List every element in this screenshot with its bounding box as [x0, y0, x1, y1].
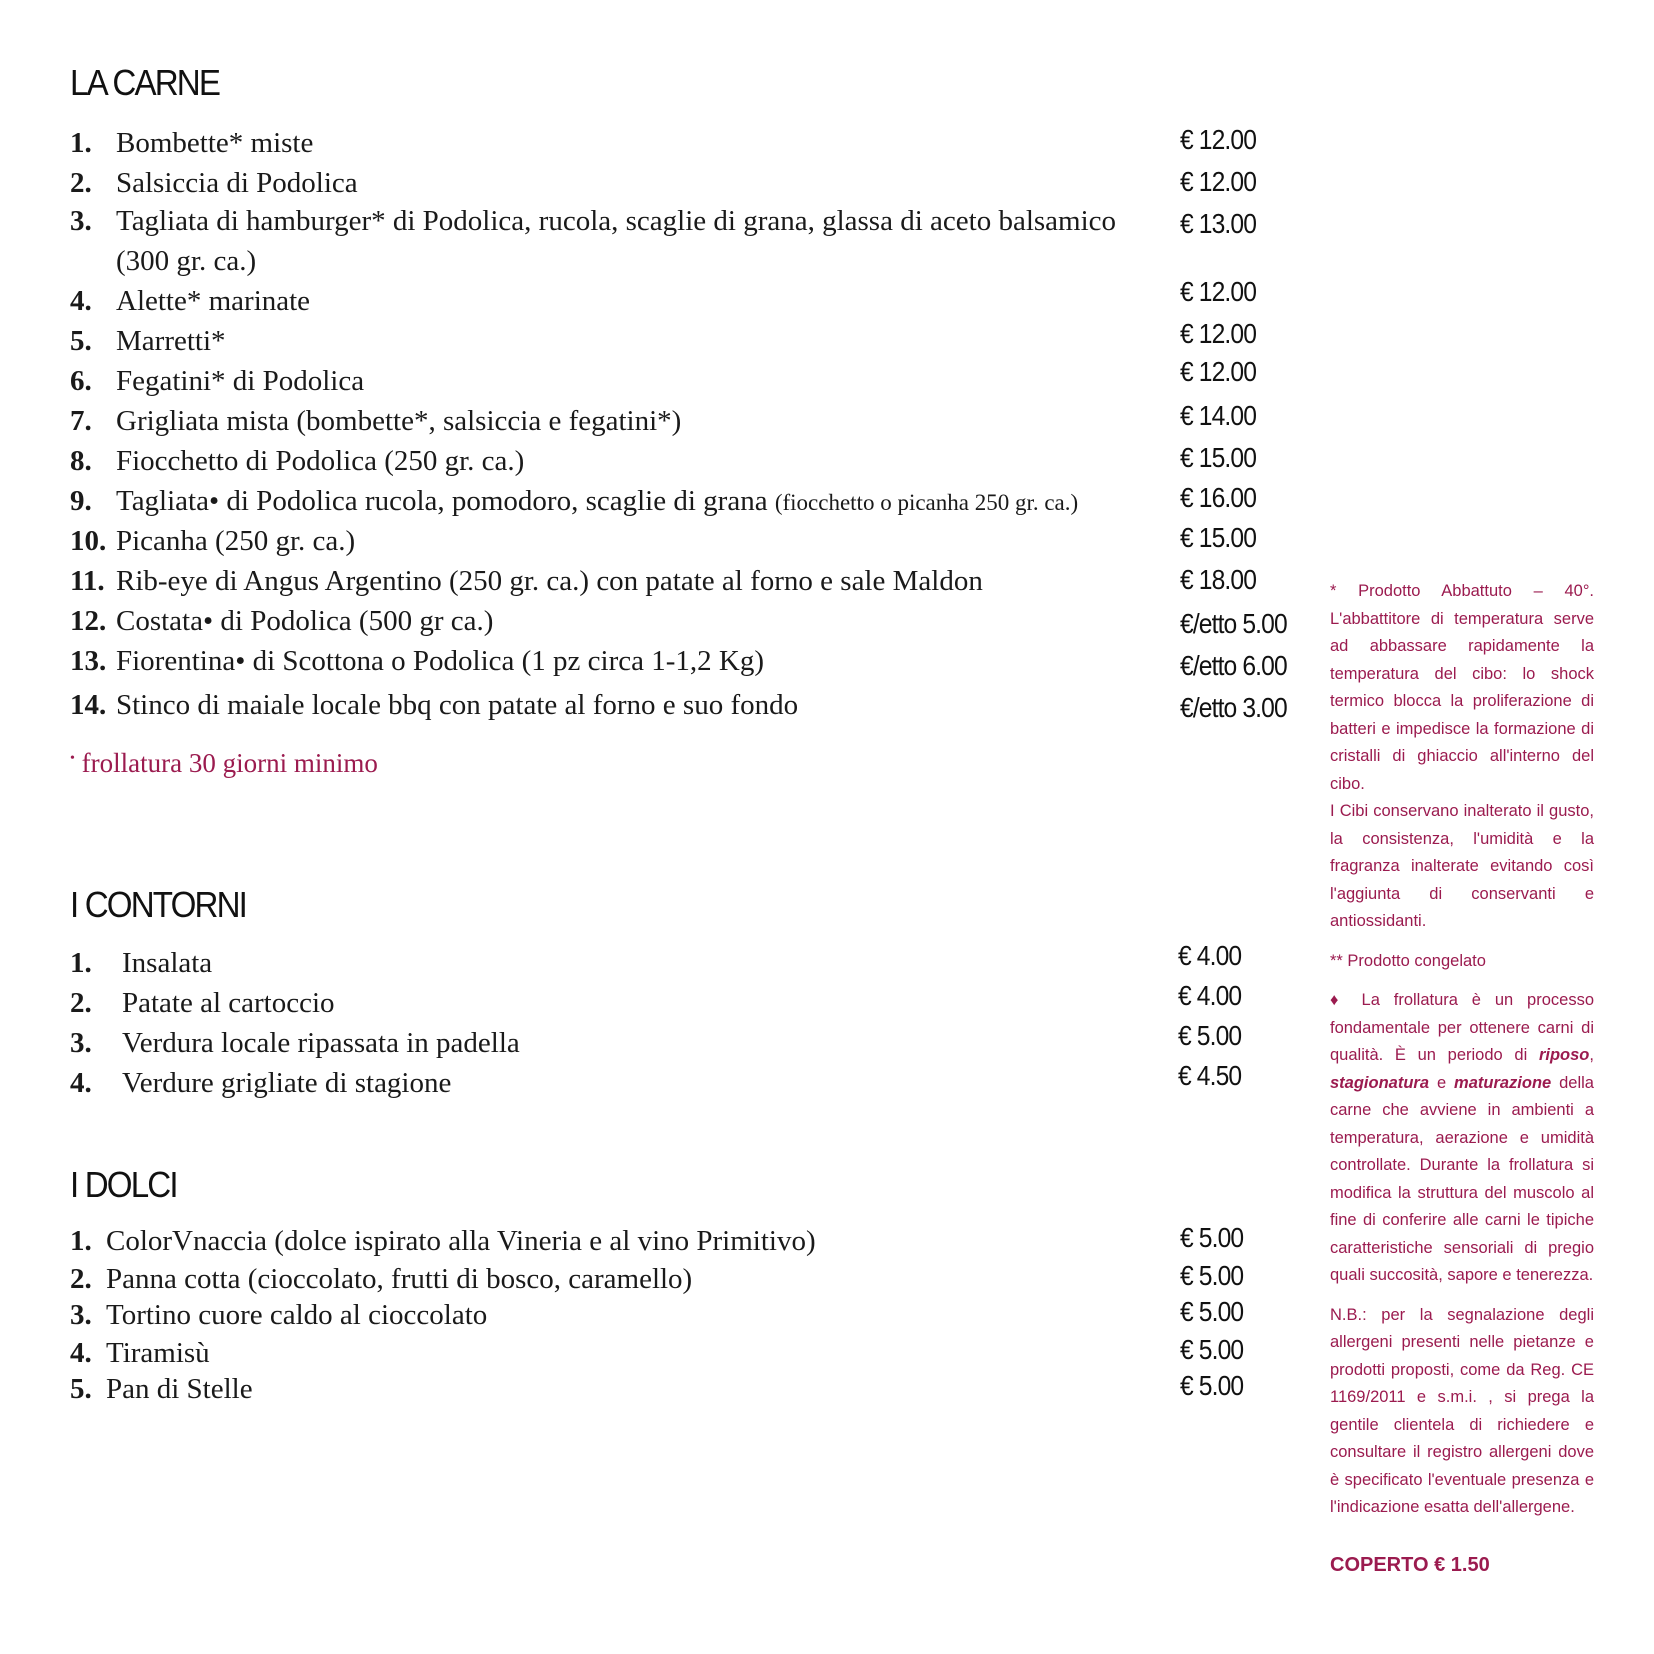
- item-number: 4.: [70, 1337, 92, 1369]
- item-name: Verdura locale ripassata in padella: [122, 1027, 520, 1059]
- item-name: Grigliata mista (bombette*, salsiccia e fegatini*): [116, 405, 682, 437]
- item-name: Patate al cartoccio: [122, 987, 335, 1019]
- item-name: Fegatini* di Podolica: [116, 365, 365, 397]
- item-price: € 5.00: [1180, 1334, 1244, 1365]
- item-number: 9.: [70, 485, 92, 517]
- item-name: Panna cotta (cioccolato, frutti di bosco, caramello): [106, 1263, 693, 1295]
- carne-item: [70, 322, 226, 360]
- item-price: € 4.00: [1178, 940, 1242, 971]
- item-price: € 14.00: [1180, 400, 1257, 431]
- item-name: Costata• di Podolica (500 gr ca.): [116, 605, 494, 637]
- item-price: €/etto 5.00: [1180, 608, 1287, 639]
- carne-item: [70, 562, 983, 600]
- section-title-dolci: I DOLCI: [70, 1164, 177, 1205]
- carne-item: [70, 124, 313, 162]
- congelato-note: ** Prodotto congelato: [1330, 951, 1486, 970]
- item-price: € 5.00: [1180, 1296, 1244, 1327]
- carne-item: [70, 482, 1078, 522]
- item-number: 4.: [70, 1067, 92, 1099]
- item-price: € 5.00: [1180, 1370, 1244, 1401]
- contorni-item: [70, 1064, 451, 1102]
- dolci-item: [70, 1370, 253, 1408]
- carne-item: [70, 202, 1116, 240]
- note-marker: •: [70, 751, 75, 766]
- item-name: Tortino cuore caldo al cioccolato: [106, 1299, 488, 1331]
- item-name: Tagliata• di Podolica rucola, pomodoro, scaglie di grana: [116, 485, 768, 517]
- item-name: Tiramisù: [106, 1337, 210, 1369]
- item-number: 1.: [70, 1225, 92, 1257]
- carne-item: [70, 522, 355, 560]
- item-price: € 16.00: [1180, 482, 1257, 513]
- item-number: 12.: [70, 605, 107, 637]
- item-number: 2.: [70, 987, 92, 1019]
- item-price: € 5.00: [1180, 1260, 1244, 1291]
- carne-item: [70, 402, 681, 440]
- item-price: € 12.00: [1180, 356, 1257, 387]
- abbattuto-note: * Prodotto Abbattuto – 40°. L'abbattitore di temperatura serve ad abbassare rapidamente la temperatura del cibo: lo shock termico blocca la proliferazione di batteri e impedisce la formazione di cristalli di ghiaccio all'interno del cibo.: [1330, 582, 1594, 793]
- item-price: € 12.00: [1180, 124, 1257, 155]
- item-name: Tagliata di hamburger* di Podolica, rucola, scaglie di grana, glassa di aceto balsamico: [116, 205, 1117, 237]
- item-number: 2.: [70, 1263, 92, 1295]
- item-name: Picanha (250 gr. ca.): [116, 525, 356, 557]
- item-name: Bombette* miste: [116, 127, 314, 159]
- item-price: € 5.00: [1178, 1020, 1242, 1051]
- carne-item: [70, 642, 764, 680]
- item-number: 5.: [70, 325, 92, 357]
- item-number: 1.: [70, 127, 92, 159]
- item-price: € 5.00: [1180, 1222, 1244, 1253]
- emphasis-riposo: riposo: [1538, 1046, 1590, 1064]
- section-title-contorni: I CONTORNI: [70, 884, 247, 925]
- frollatura-text-b: della carne che avviene in ambienti a temperatura, aerazione e umidità controllate. Durante la frollatura si modifica la struttura del muscolo al fine di conferire alle carni le tipiche caratteristiche sensoriali di pregio quali succosità, sapore e tenerezza.: [1330, 1073, 1594, 1284]
- item-price: € 13.00: [1180, 208, 1257, 239]
- item-number: 3.: [70, 1299, 92, 1331]
- section-title-carne: LA CARNE: [70, 62, 220, 103]
- frollatura-text-a: ♦ La frollatura è un processo fondamentale per ottenere carni di qualità. È un periodo di: [1330, 991, 1594, 1064]
- item-number: 3.: [70, 1027, 92, 1059]
- item-number: 11.: [70, 565, 105, 597]
- item-price: € 12.00: [1180, 318, 1257, 349]
- item-name: Rib-eye di Angus Argentino (250 gr. ca.) con patate al forno e sale Maldon: [116, 565, 983, 597]
- item-name: Fiorentina• di Scottona o Podolica (1 pz circa 1-1,2 Kg): [116, 645, 764, 677]
- dolci-item: [70, 1296, 487, 1334]
- carne-item: [70, 442, 524, 480]
- frollatura-explanation: [1330, 987, 1594, 1290]
- dolci-item: [70, 1334, 210, 1372]
- item-number: 3.: [70, 205, 92, 237]
- item-name: Fiocchetto di Podolica (250 gr. ca.): [116, 445, 525, 477]
- item-price: € 12.00: [1180, 166, 1257, 197]
- item-name: Verdure grigliate di stagione: [122, 1067, 452, 1099]
- contorni-item: [70, 1024, 520, 1062]
- coperto-price: COPERTO € 1.50: [1330, 1554, 1490, 1576]
- carne-item-continuation: (300 gr. ca.): [116, 245, 257, 277]
- carne-item: [70, 602, 493, 640]
- punctuation: ,: [1589, 1046, 1594, 1064]
- item-number: 1.: [70, 947, 92, 979]
- item-price: €/etto 3.00: [1180, 692, 1287, 723]
- conservano-note: I Cibi conservano inalterato il gusto, la consistenza, l'umidità e la fragranza inalterate evitando così l'aggiunta di conservanti e antiossidanti.: [1330, 802, 1594, 930]
- item-name: Insalata: [122, 947, 213, 979]
- item-name: Marretti*: [116, 325, 226, 357]
- item-number: 8.: [70, 445, 92, 477]
- item-name-note: (fiocchetto o picanha 250 gr. ca.): [774, 490, 1079, 515]
- frollatura-note: [70, 748, 378, 779]
- item-name: Salsiccia di Podolica: [116, 167, 358, 199]
- item-name: Alette* marinate: [116, 285, 311, 317]
- item-number: 10.: [70, 525, 107, 557]
- item-price: € 15.00: [1180, 522, 1257, 553]
- item-price: € 15.00: [1180, 442, 1257, 473]
- carne-item: [70, 686, 798, 724]
- note-text: frollatura 30 giorni minimo: [81, 748, 378, 778]
- carne-item: [70, 282, 310, 320]
- dolci-item: [70, 1260, 692, 1298]
- item-price: €/etto 6.00: [1180, 650, 1287, 681]
- item-number: 7.: [70, 405, 92, 437]
- item-number: 6.: [70, 365, 92, 397]
- conjunction: e: [1436, 1073, 1447, 1092]
- side-notes: [1330, 578, 1594, 1522]
- item-name: Stinco di maiale locale bbq con patate al forno e suo fondo: [116, 689, 799, 721]
- item-name: ColorVnaccia (dolce ispirato alla Vineria e al vino Primitivo): [106, 1225, 816, 1257]
- item-price: € 18.00: [1180, 564, 1257, 595]
- item-number: 5.: [70, 1373, 92, 1405]
- carne-item: [70, 362, 364, 400]
- item-price: € 4.50: [1178, 1060, 1242, 1091]
- contorni-item: [70, 984, 335, 1022]
- emphasis-maturazione: maturazione: [1454, 1073, 1552, 1092]
- item-number: 4.: [70, 285, 92, 317]
- item-number: 2.: [70, 167, 92, 199]
- contorni-item: [70, 944, 212, 982]
- dolci-item: [70, 1222, 816, 1260]
- item-price: € 12.00: [1180, 276, 1257, 307]
- carne-item: [70, 164, 358, 202]
- item-number: 13.: [70, 645, 107, 677]
- item-name: Pan di Stelle: [106, 1373, 253, 1405]
- allergeni-note: N.B.: per la segnalazione degli allergeni presenti nelle pietanze e prodotti proposti, come da Reg. CE 1169/2011 e s.m.i. , si prega la gentile clientela di richiedere e consultare il registro allergeni dove è specificato l'eventuale presenza e l'indicazione esatta dell'allergene.: [1330, 1305, 1594, 1516]
- emphasis-stagionatura: stagionatura: [1330, 1073, 1430, 1092]
- item-number: 14.: [70, 689, 107, 721]
- item-price: € 4.00: [1178, 980, 1242, 1011]
